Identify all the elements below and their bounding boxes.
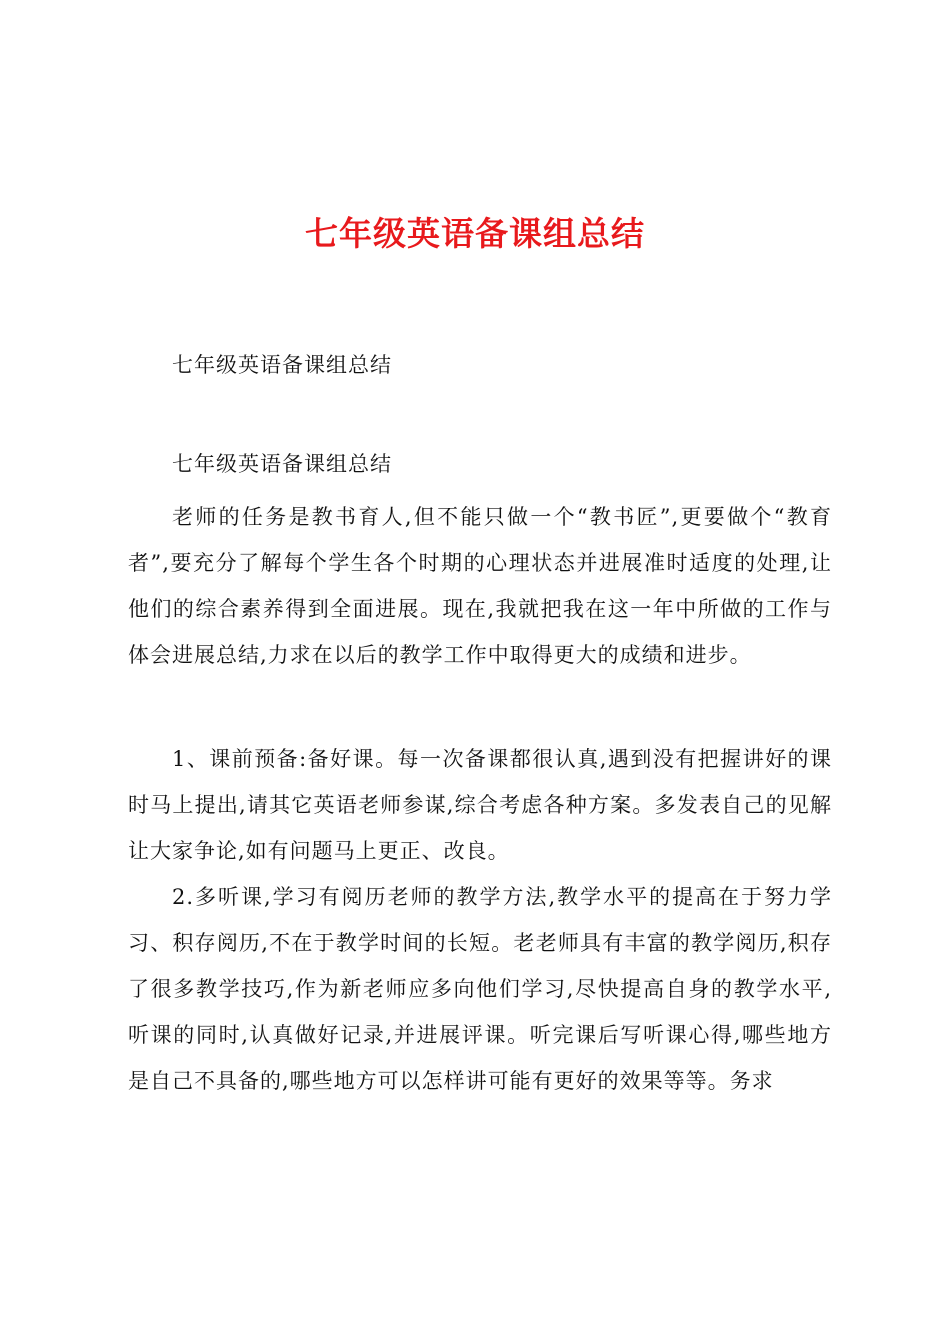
paragraph-observe-classes: 2.多听课,学习有阅历老师的教学方法,教学水平的提高在于努力学习、积存阅历,不在于教学时间的长短。老老师具有丰富的教学阅历,积存了很多教学技巧,作为新老师应多向他们学习,尽快提高自身的教学水平,听课的同时,认真做好记录,并进展评课。听完课后写听课心得,哪些地方是自己不具备的,哪些地方可以怎样讲可能有更好的效果等等。务求 (128, 885, 832, 1093)
section-heading: 七年级英语备课组总结 (172, 452, 392, 476)
paragraph-intro: 老师的任务是教书育人,但不能只做一个“教书匠”,更要做个“教育者”,要充分了解每个学生各个时期的心理状态并进展准时适度的处理,让他们的综合素养得到全面进展。现在,我就把我在这一年中所做的工作与体会进展总结,力求在以后的教学工作中取得更大的成绩和进步。 (128, 505, 832, 667)
paragraph-lesson-prep: 1、课前预备:备好课。每一次备课都很认真,遇到没有把握讲好的课时马上提出,请其它英语老师参谋,综合考虑各种方案。多发表自己的见解让大家争论,如有问题马上更正、改良。 (128, 747, 832, 863)
document-title: 七年级英语备课组总结 (305, 214, 645, 253)
document-subtitle: 七年级英语备课组总结 (172, 353, 392, 377)
